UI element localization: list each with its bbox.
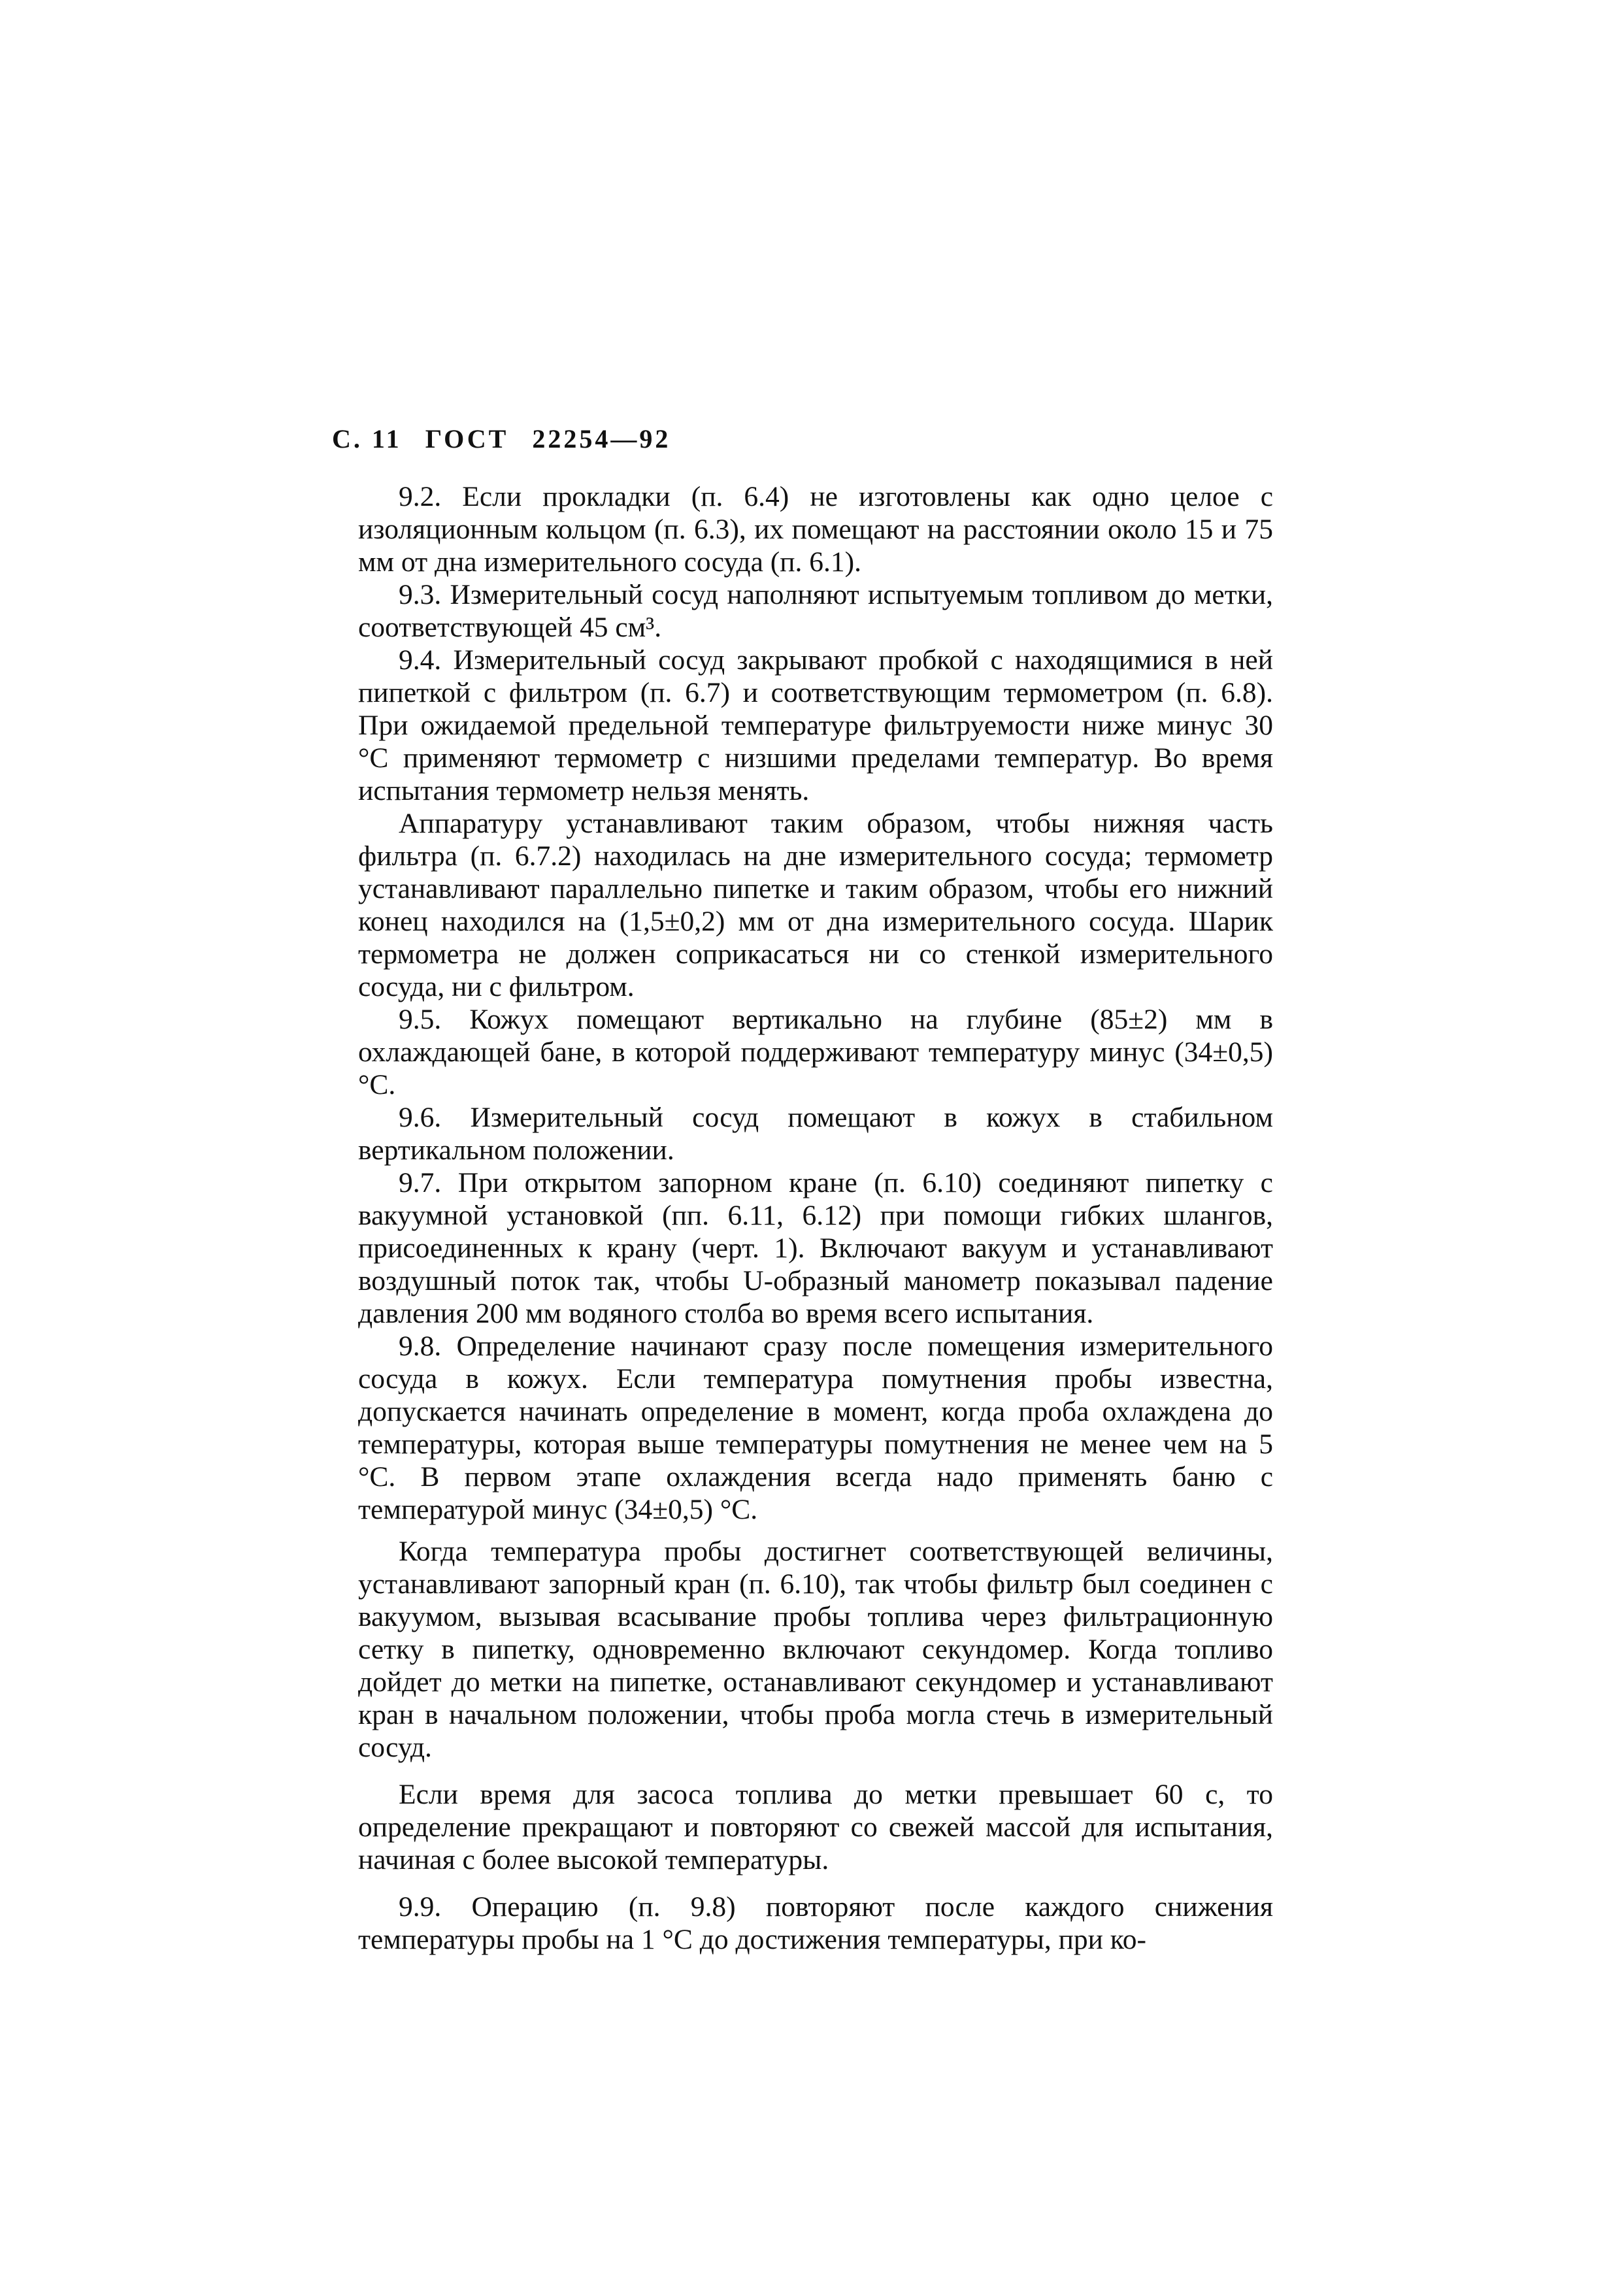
paragraph-9-6: 9.6. Измерительный сосуд помещают в кожух в стабильном вертикальном положении. bbox=[358, 1102, 1273, 1166]
page-number: С. 11 bbox=[332, 424, 402, 454]
document-body bbox=[358, 480, 1273, 1956]
paragraph-9-8-continued-1: Когда температура пробы достигнет соответствующей величины, устанавливают запорный кран (п. 6.10), так чтобы фильтр был соединен с вакуумом, вызывая всасывание пробы топлива через фильтрационную сетку в пипетку, одновременно включают секундомер. Когда топливо дойдет до метки на пипетке, останавливают секундомер и устанавливают кран в начальном положении, чтобы проба могла стечь в измерительный сосуд. bbox=[358, 1536, 1273, 1763]
paragraph-9-2: 9.2. Если прокладки (п. 6.4) не изготовлены как одно целое с изоляционным кольцом (п. 6.3), их помещают на расстоянии около 15 и 75 мм от дна измерительного сосуда (п. 6.1). bbox=[358, 481, 1273, 578]
paragraph-9-7: 9.7. При открытом запорном кране (п. 6.10) соединяют пипетку с вакуумной установкой (пп. 6.11, 6.12) при помощи гибких шлангов, присоединенных к крану (черт. 1). Включают вакуум и устанавливают воздушный поток так, чтобы U-образный манометр показывал падение давления 200 мм водяного столба во время всего испытания. bbox=[358, 1167, 1273, 1329]
standard-label: ГОСТ bbox=[425, 424, 509, 454]
paragraph-9-3: 9.3. Измерительный сосуд наполняют испытуемым топливом до метки, соответствующей 45 см³. bbox=[358, 579, 1273, 643]
paragraph-9-4: 9.4. Измерительный сосуд закрывают пробкой с находящимися в ней пипеткой с фильтром (п. 6.7) и соответствующим термометром (п. 6.8). При ожидаемой предельной температуре фильтруемости ниже минус 30 °С применяют термометр с низшими пределами температур. Во время испытания термометр нельзя менять. bbox=[358, 644, 1273, 806]
paragraph-9-8: 9.8. Определение начинают сразу после помещения измерительного сосуда в кожух. Если температура помутнения пробы известна, допускается начинать определение в момент, когда проба охлаждена до температуры, которая выше температуры помутнения не менее чем на 5 °С. В первом этапе охлаждения всегда надо применять баню с температурой минус (34±0,5) °С. bbox=[358, 1330, 1273, 1525]
standard-number: 22254—92 bbox=[532, 424, 671, 454]
paragraph-9-9: 9.9. Операцию (п. 9.8) повторяют после каждого снижения температуры пробы на 1 °С до достижения температуры, при ко- bbox=[358, 1891, 1273, 1955]
paragraph-9-4-continued: Аппаратуру устанавливают таким образом, чтобы нижняя часть фильтра (п. 6.7.2) находилась на дне измерительного сосуда; термометр устанавливают параллельно пипетке и таким образом, чтобы его нижний конец находился на (1,5±0,2) мм от дна измерительного сосуда. Шарик термометра не должен соприкасаться ни со стенкой измерительного сосуда, ни с фильтром. bbox=[358, 808, 1273, 1002]
paragraph-9-5: 9.5. Кожух помещают вертикально на глубине (85±2) мм в охлаждающей бане, в которой поддерживают температуру минус (34±0,5) °С. bbox=[358, 1004, 1273, 1100]
page-header bbox=[332, 423, 685, 454]
paragraph-9-8-continued-2: Если время для засоса топлива до метки превышает 60 с, то определение прекращают и повторяют со свежей массой для испытания, начиная с более высокой температуры. bbox=[358, 1779, 1273, 1875]
